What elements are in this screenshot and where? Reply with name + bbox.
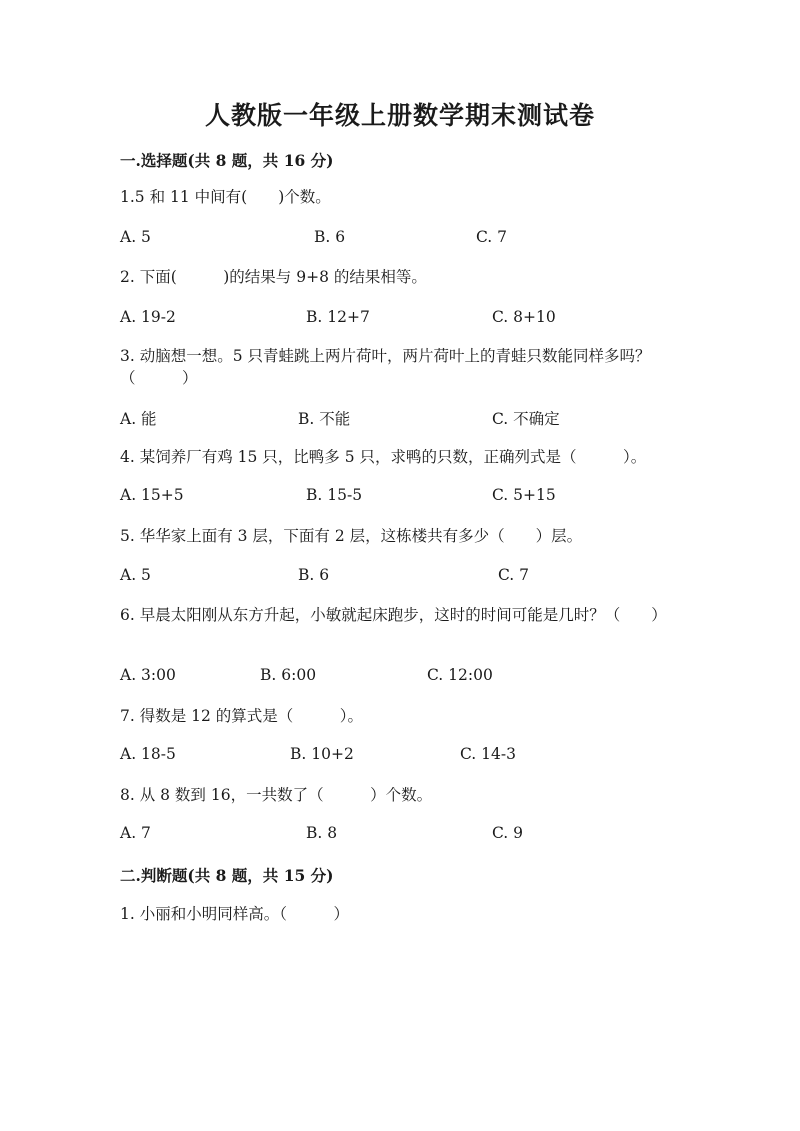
option-c: C. 7 (476, 228, 508, 246)
option-a: A. 7 (120, 824, 151, 842)
option-b: B. 8 (306, 824, 338, 842)
option-c: C. 8+10 (492, 308, 556, 326)
section-heading-judgment: 二.判断题(共 8 题，共 15 分) (120, 866, 334, 885)
option-c: C. 12:00 (427, 666, 493, 684)
page-title: 人教版一年级上册数学期末测试卷 (204, 101, 595, 130)
question-text: 1.5 和 11 中间有( )个数。 (120, 188, 331, 206)
question-text: 2. 下面( )的结果与 9+8 的结果相等。 (120, 268, 427, 286)
option-c: C. 不确定 (492, 410, 560, 428)
option-b: B. 不能 (298, 410, 351, 428)
question-text: 8. 从 8 数到 16，一共数了（ ）个数。 (120, 786, 433, 804)
option-c: C. 5+15 (492, 486, 556, 504)
question-text: 6. 早晨太阳刚从东方升起，小敏就起床跑步，这时的时间可能是几时？（ ） (120, 606, 667, 624)
option-b: B. 6 (298, 566, 330, 584)
option-a: A. 19-2 (120, 308, 176, 326)
option-a: A. 5 (120, 566, 151, 584)
option-a: A. 15+5 (120, 486, 184, 504)
option-b: B. 12+7 (306, 308, 370, 326)
option-c: C. 9 (492, 824, 524, 842)
question-text: 5. 华华家上面有 3 层，下面有 2 层，这栋楼共有多少（ ）层。 (120, 527, 583, 545)
option-b: B. 6 (314, 228, 346, 246)
option-a: A. 5 (120, 228, 151, 246)
option-a: A. 3:00 (120, 666, 176, 684)
option-b: B. 6:00 (260, 666, 317, 684)
question-text: 1. 小丽和小明同样高。（ ） (120, 905, 349, 923)
option-b: B. 15-5 (306, 486, 363, 504)
option-a: A. 能 (120, 410, 157, 428)
option-c: C. 7 (498, 566, 530, 584)
section-heading-choice: 一.选择题(共 8 题，共 16 分) (120, 151, 334, 170)
question-text: 3. 动脑想一想。5 只青蛙跳上两片荷叶，两片荷叶上的青蛙只数能同样多吗？（ ） (120, 347, 651, 387)
question-text: 7. 得数是 12 的算式是（ ）。 (120, 707, 364, 725)
option-a: A. 18-5 (120, 745, 176, 763)
option-c: C. 14-3 (460, 745, 516, 763)
option-b: B. 10+2 (290, 745, 354, 763)
question-text: 4. 某饲养厂有鸡 15 只，比鸭多 5 只，求鸭的只数，正确列式是（ ）。 (120, 448, 647, 466)
